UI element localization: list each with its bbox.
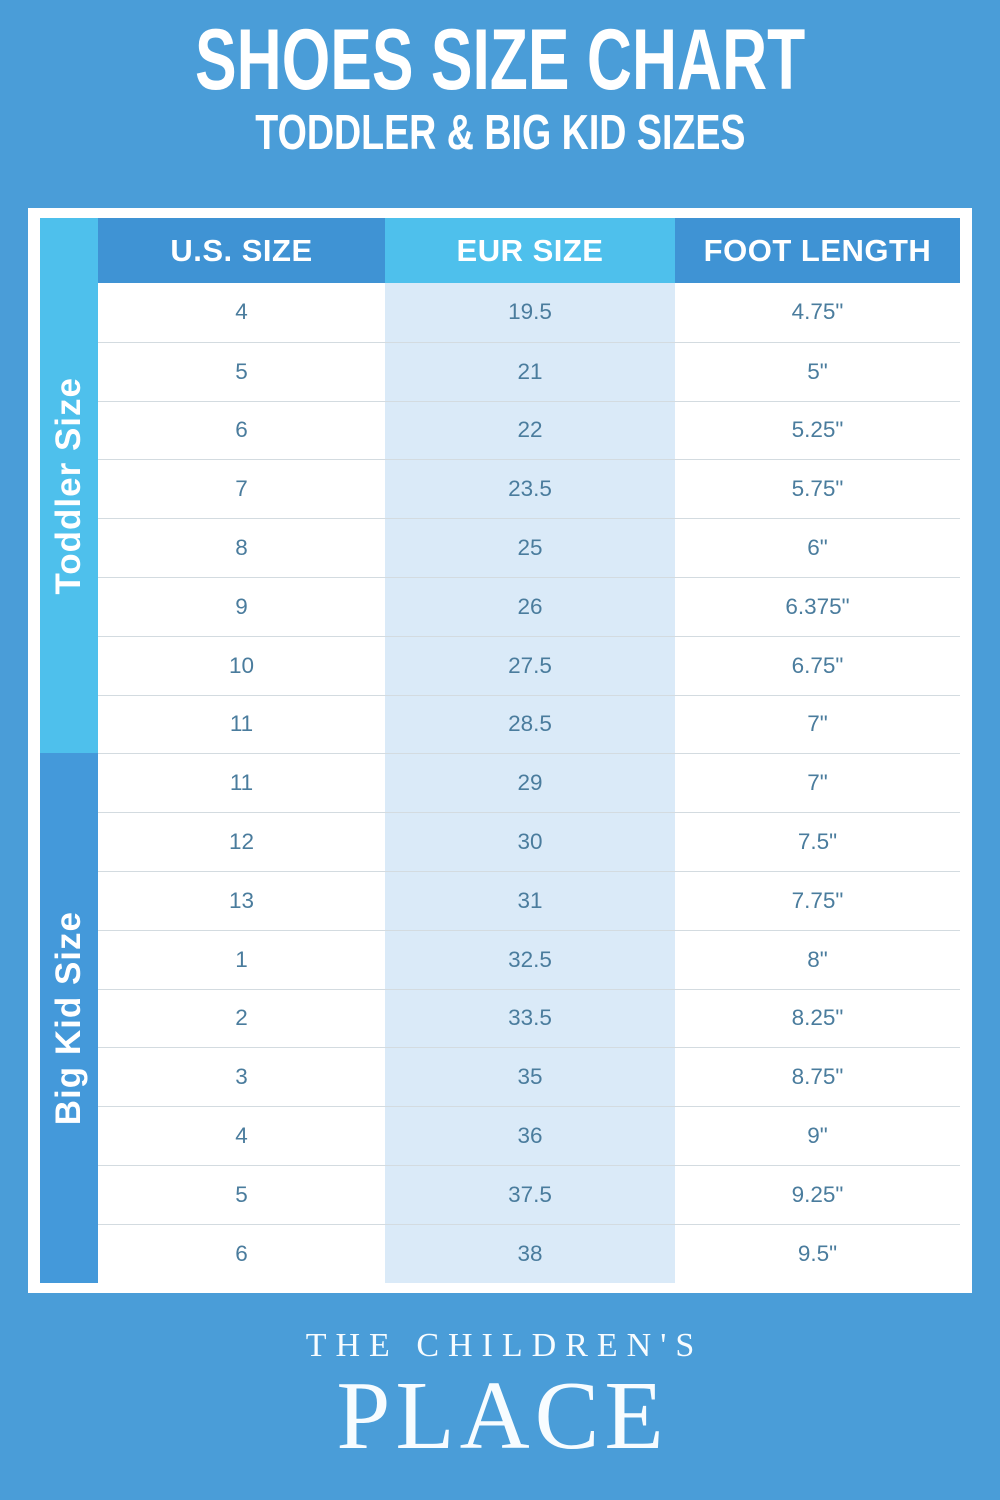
table-cell: 6.375" — [675, 577, 960, 636]
table-cell: 3 — [98, 1047, 385, 1106]
table-cell: 4.75" — [675, 283, 960, 342]
table-cell: 9.25" — [675, 1165, 960, 1224]
size-chart-table — [40, 218, 960, 1283]
table-cell: 6.75" — [675, 636, 960, 695]
table-cell: 8.75" — [675, 1047, 960, 1106]
table-cell: 37.5 — [385, 1165, 675, 1224]
column-header-us-size: U.S. SIZE — [98, 218, 385, 283]
brand-name-top: THE CHILDREN'S — [305, 1327, 704, 1364]
size-chart-card — [28, 208, 972, 1293]
row-group-big-kid-size — [40, 753, 98, 1282]
page-header — [0, 0, 1000, 159]
table-cell: 33.5 — [385, 989, 675, 1048]
table-cell: 32.5 — [385, 930, 675, 989]
page-subtitle: TODDLER & BIG KID SIZES — [254, 103, 746, 160]
table-cell: 5" — [675, 342, 960, 401]
table-cell: 26 — [385, 577, 675, 636]
table-cell: 11 — [98, 695, 385, 754]
table-cell: 4 — [98, 283, 385, 342]
column-header-foot-length: FOOT LENGTH — [675, 218, 960, 283]
table-cell: 2 — [98, 989, 385, 1048]
brand-logo — [0, 1293, 1000, 1500]
table-cell: 7.75" — [675, 871, 960, 930]
table-cell: 7 — [98, 459, 385, 518]
table-cell: 10 — [98, 636, 385, 695]
table-cell: 6 — [98, 401, 385, 460]
table-cell: 12 — [98, 812, 385, 871]
table-cell: 8 — [98, 518, 385, 577]
row-group-label-big-kid: Big Kid Size — [49, 910, 88, 1126]
table-cell: 11 — [98, 753, 385, 812]
table-cell: 1 — [98, 930, 385, 989]
page-title: SHOES SIZE CHART — [194, 11, 806, 108]
table-cell: 5.25" — [675, 401, 960, 460]
row-group-label-toddler: Toddler Size — [49, 376, 88, 595]
table-cell: 4 — [98, 1106, 385, 1165]
table-cell: 29 — [385, 753, 675, 812]
table-cell: 25 — [385, 518, 675, 577]
table-cell: 5.75" — [675, 459, 960, 518]
table-cell: 7" — [675, 753, 960, 812]
table-cell: 8.25" — [675, 989, 960, 1048]
table-cell: 7.5" — [675, 812, 960, 871]
table-cell: 30 — [385, 812, 675, 871]
table-cell: 38 — [385, 1224, 675, 1283]
row-group-toddler-size — [40, 218, 98, 753]
table-cell: 6 — [98, 1224, 385, 1283]
table-cell: 28.5 — [385, 695, 675, 754]
column-header-eur-size: EUR SIZE — [385, 218, 675, 283]
table-cell: 6" — [675, 518, 960, 577]
table-cell: 35 — [385, 1047, 675, 1106]
table-cell: 36 — [385, 1106, 675, 1165]
table-cell: 7" — [675, 695, 960, 754]
table-cell: 13 — [98, 871, 385, 930]
table-cell: 22 — [385, 401, 675, 460]
table-cell: 9.5" — [675, 1224, 960, 1283]
table-cell: 31 — [385, 871, 675, 930]
table-cell: 21 — [385, 342, 675, 401]
table-cell: 23.5 — [385, 459, 675, 518]
table-cell: 9" — [675, 1106, 960, 1165]
table-cell: 19.5 — [385, 283, 675, 342]
brand-name-bottom: PLACE — [336, 1362, 669, 1469]
table-cell: 5 — [98, 1165, 385, 1224]
table-cell: 5 — [98, 342, 385, 401]
table-cell: 27.5 — [385, 636, 675, 695]
table-cell: 9 — [98, 577, 385, 636]
table-cell: 8" — [675, 930, 960, 989]
